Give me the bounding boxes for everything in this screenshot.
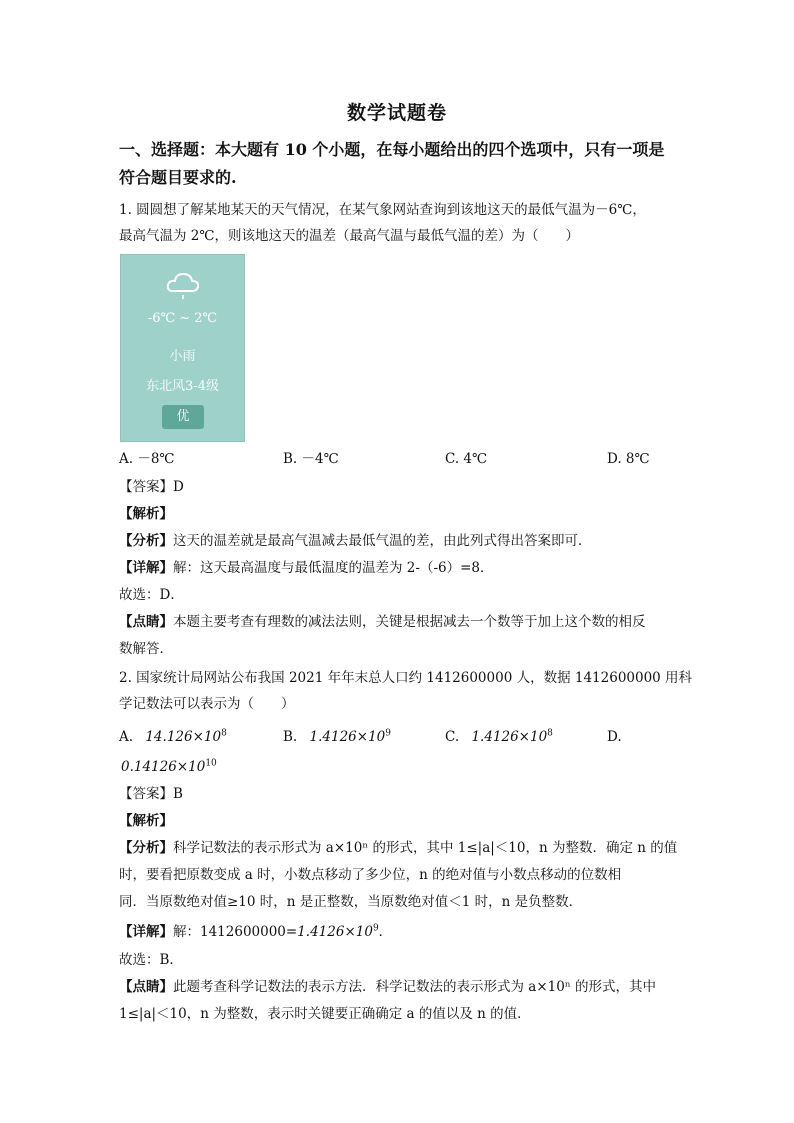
section-heading-line2: 符合题目要求的. xyxy=(119,168,237,187)
q2-option-a-label: A. xyxy=(119,729,134,745)
q1-xiangjie-text: 解：这天最高温度与最低温度的温差为 2-（-6）=8． xyxy=(173,560,494,576)
q2-fenxi-line1 xyxy=(119,838,677,858)
rain-cloud-icon xyxy=(165,267,201,303)
q1-option-a: A. －8℃ xyxy=(119,451,175,467)
q2-option-a xyxy=(119,727,227,747)
q1-answer: 【答案】D xyxy=(119,479,184,495)
q2-option-b-exp: 9 xyxy=(385,728,391,739)
q2-xiangjie xyxy=(119,922,392,942)
q2-option-d-label: D. xyxy=(607,729,622,745)
weather-wind: 东北风3-4级 xyxy=(146,379,219,394)
q1-dianjing-line1 xyxy=(119,612,646,632)
q2-xiangjie-label: 【详解】 xyxy=(119,924,173,940)
q1-dianjing-line2: 数解答． xyxy=(119,641,173,657)
q1-stem-line1: 1. 圆圆想了解某地某天的天气情况，在某气象网站查询到该地这天的最低气温为－6℃， xyxy=(119,202,646,218)
q2-stem-line2: 学记数法可以表示为（ ） xyxy=(119,696,295,712)
q1-xiangjie-label: 【详解】 xyxy=(119,560,173,576)
q1-fenxi xyxy=(119,531,592,551)
q2-fenxi-label: 【分析】 xyxy=(119,840,173,856)
q2-fenxi-line3: 同．当原数绝对值≥10 时，n 是正整数，当原数绝对值＜1 时，n 是负整数． xyxy=(119,894,583,910)
q2-option-c-value: 1.4126×10 xyxy=(471,729,548,745)
q1-guxuan: 故选：D． xyxy=(119,587,184,603)
q2-guxuan: 故选：B． xyxy=(119,952,183,968)
q2-answer: 【答案】B xyxy=(119,786,183,802)
section-heading-line1: 一、选择题：本大题有 10 个小题，在每小题给出的四个选项中，只有一项是 xyxy=(119,140,665,159)
q2-fenxi-line2: 时，要看把原数变成 a 时，小数点移动了多少位，n 的绝对值与小数点移动的位数相 xyxy=(119,867,622,883)
q1-dianjing-text1: 本题主要考查有理数的减法法则，关键是根据减去一个数等于加上这个数的相反 xyxy=(173,614,646,630)
q1-fenxi-label: 【分析】 xyxy=(119,533,173,549)
q2-dianjing-line1 xyxy=(119,977,656,997)
q1-stem-line2: 最高气温为 2℃，则该地这天的温差（最高气温与最低气温的差）为（ ） xyxy=(119,228,579,244)
q1-fenxi-text: 这天的温差就是最高气温减去最低气温的差，由此列式得出答案即可． xyxy=(173,533,592,549)
q1-xiangjie xyxy=(119,558,494,578)
q2-option-b-label: B. xyxy=(283,729,298,745)
q1-dianjing-label: 【点睛】 xyxy=(119,614,173,630)
q2-xiangjie-exp: 9 xyxy=(372,923,379,934)
q2-option-b-value: 1.4126×10 xyxy=(309,729,386,745)
air-quality-badge: 优 xyxy=(162,405,204,429)
q2-dianjing-text1: 此题考查科学记数法的表示方法．科学记数法的表示形式为 a×10ⁿ 的形式，其中 xyxy=(173,979,656,995)
q1-option-d: D. 8℃ xyxy=(607,451,650,467)
q2-option-d-exp: 10 xyxy=(205,758,217,769)
q2-option-c xyxy=(445,727,553,747)
q2-fenxi-text1: 科学记数法的表示形式为 a×10ⁿ 的形式，其中 1≤|a|＜10，n 为整数．确定 n 的值 xyxy=(173,840,678,856)
q2-option-a-exp: 8 xyxy=(221,728,227,739)
q1-option-b: B. －4℃ xyxy=(283,451,339,467)
q2-option-b xyxy=(283,727,391,747)
q2-dianjing-label: 【点睛】 xyxy=(119,979,173,995)
q2-xiangjie-suffix: ． xyxy=(378,924,393,940)
q2-analysis-label: 【解析】 xyxy=(119,813,173,829)
weather-condition: 小雨 xyxy=(169,349,196,364)
weather-temperature: -6℃ ~ 2℃ xyxy=(147,311,218,326)
q1-option-c: C. 4℃ xyxy=(445,451,488,467)
q2-dianjing-line2: 1≤|a|＜10，n 为整数，表示时关键要正确确定 a 的值以及 n 的值． xyxy=(119,1006,531,1022)
q1-analysis-label: 【解析】 xyxy=(119,506,173,522)
q2-option-c-exp: 8 xyxy=(547,728,553,739)
q2-option-d xyxy=(121,757,217,777)
q2-xiangjie-value: 1.4126×10 xyxy=(297,924,373,940)
q2-option-a-value: 14.126×10 xyxy=(145,729,222,745)
q2-option-d-value: 0.14126×10 xyxy=(121,759,206,775)
q2-stem-line1: 2. 国家统计局网站公布我国 2021 年年末总人口约 1412600000 人，数据 1412600000 用科 xyxy=(119,670,693,686)
q2-xiangjie-prefix: 解：1412600000= xyxy=(173,924,298,940)
weather-card-image xyxy=(120,254,245,442)
page-title: 数学试题卷 xyxy=(346,102,447,124)
q2-option-c-label: C. xyxy=(445,729,460,745)
